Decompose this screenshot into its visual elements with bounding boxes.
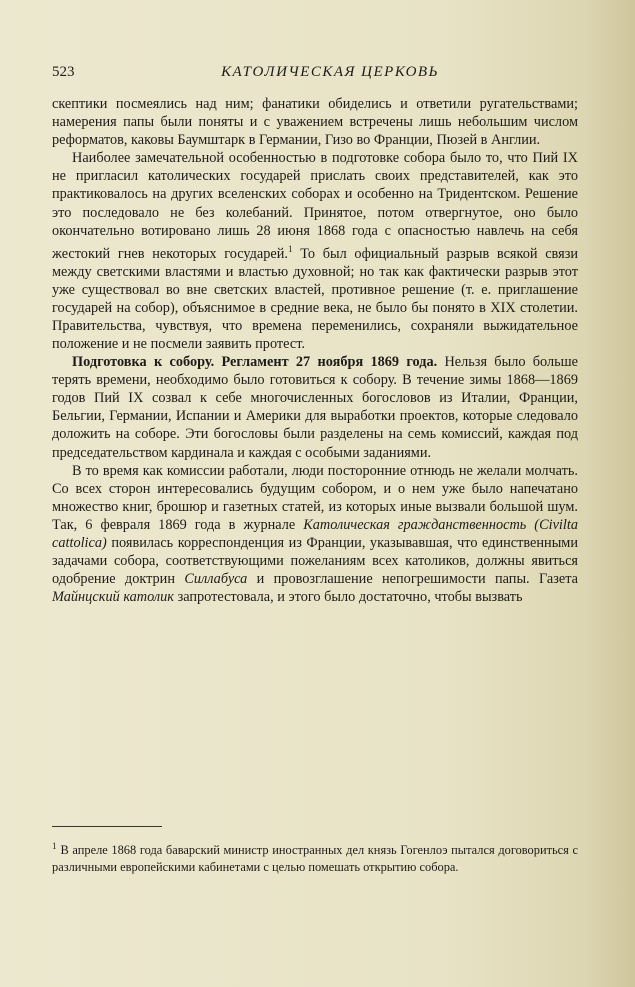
footnote-text: В апреле 1868 года баварский министр иностранных дел князь Гогенлоэ пытался договориться с различными европейскими кабинетами с целью помешать открытию собора.: [52, 843, 578, 874]
paragraph-2-continuation: То был официальный разрыв всякой связи между светскими властями и властью духовной; но так как фактически разрыв этот уже существовал во вне светских властей, противное решение (т. е. приглашение государей на собор), объяснимое в средние века, не было бы понято в XIX столетии. Правительства, чувствуя, что времена переменились, сохраняли выжидательное положение и не посмели заявить протест.: [52, 245, 578, 352]
footnote-divider: [52, 826, 162, 827]
running-title: КАТОЛИЧЕСКАЯ ЦЕРКОВЬ: [221, 64, 439, 80]
journal-title: Католическая гражданственность (Civilta cattolica): [52, 516, 578, 552]
paragraph-4-text-d: запротестовала, и этого было достаточно, чтобы вызвать: [174, 589, 523, 606]
section-heading: Подготовка к собору. Регламент 27 ноября 1869 года.: [72, 354, 438, 371]
footnote-mark: 1: [52, 841, 57, 851]
page-number: 523: [52, 64, 75, 80]
paragraph-4-text-b: появилась корреспонденция из Франции, указывавшая, что единственными задачами собора, соответствующими пожеланиям всех католиков, должны явиться одобрение доктрин: [52, 535, 578, 588]
paragraph-1: [52, 95, 578, 149]
footnote-reference: 1: [287, 243, 293, 254]
paragraph-4-text-c: и провозглашение непогрешимости папы. Газета: [247, 571, 578, 588]
syllabus-title: Силлабуса: [184, 571, 248, 588]
paragraph-1-text: скептики посмеялись над ним; фанатики обиделись и ответили ругательствами; намерения папы были поняты и с уважением встречены лишь небольшим числом реформатов, каковы Баумштарк в Германии, Гизо во Франции, Пюзей в Англии.: [52, 96, 578, 149]
paragraph-4-text-a: В то время как комиссии работали, люди посторонние отнюдь не желали молчать. Со всех сторон интересовались будущим собором, и о нем уже было напечатано множество книг, брошюр и газетных статей, из которых иные вызвали большой шум. Так, 6 февраля 1869 года в журнале: [52, 462, 578, 533]
paragraph-3: [52, 353, 578, 462]
paragraph-4: [52, 462, 578, 607]
paragraph-2: [52, 149, 578, 353]
footnote: [52, 838, 578, 875]
main-text: [52, 95, 578, 606]
paragraph-2-text: Наиболее замечательной особенностью в подготовке собора было то, что Пий IX не пригласил католических государей прислать своих представителей, как это практиковалось на других вселенских соборах и особенно на Тридентском. Решение это последовало не без колебаний. Принятое, потом отвергнутое, оно было окончательно вотировано лишь 28 июня 1868 года с опасностью навлечь на себя жестокий гнев некоторых государей.: [52, 150, 578, 262]
paragraph-3-text: Нельзя было больше терять времени, необходимо было готовиться к собору. В течение зимы 1868—1869 годов Пий IX созвал к себе многочисленных богословов из Италии, Франции, Бельгии, Германии, Испании и Америки для выработки проектов, которые следовало доложить на соборе. Эти богословы были разделены на семь комиссий, каждая под председательством кардинала и каждая с особыми заданиями.: [52, 354, 579, 461]
page-header: [52, 64, 578, 86]
newspaper-title: Майнцский католик: [52, 589, 174, 606]
